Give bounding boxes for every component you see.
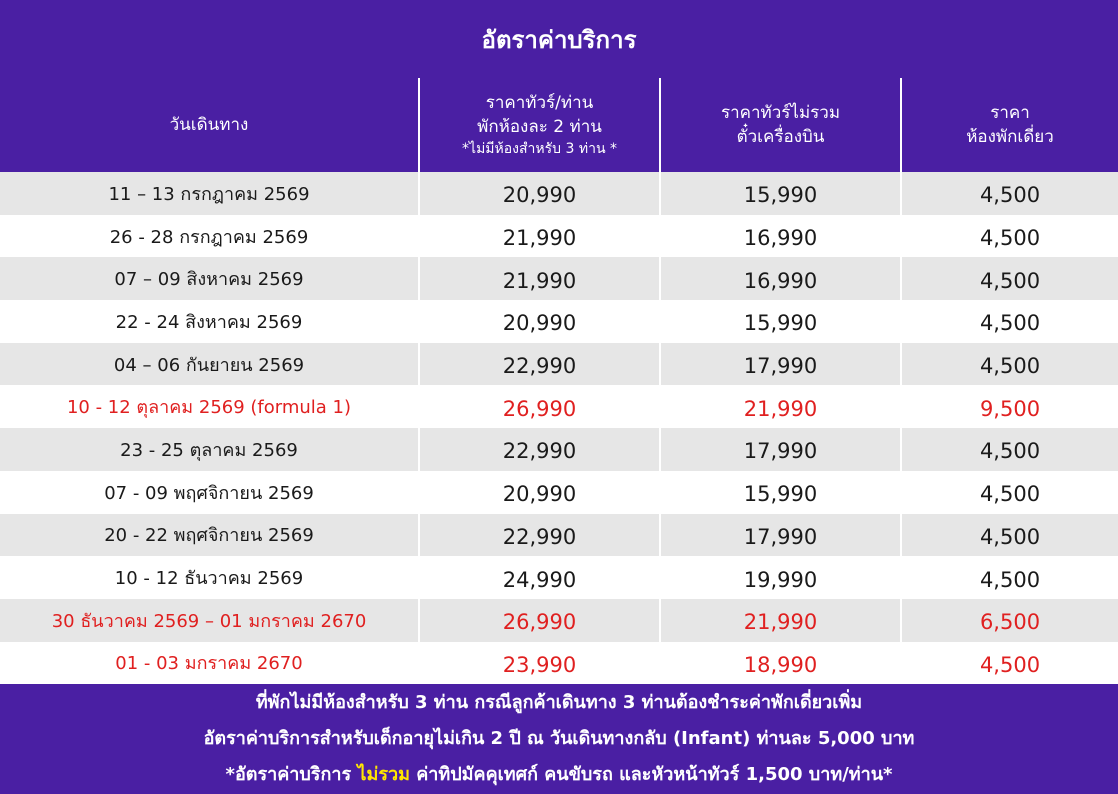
table-row (0, 514, 1118, 557)
cell-single-room-price: 4,500 (979, 311, 1041, 336)
cell-date: 10 - 12 ธันวาคม 2569 (0, 556, 420, 599)
cell-single-room-price: 4,500 (979, 439, 1041, 464)
cell-tour-price: 24,990 (420, 556, 661, 599)
table-row (0, 556, 1118, 599)
header-tour-price-note: *ไม่มีห้องสำหรับ 3 ท่าน * (462, 141, 617, 157)
table-row (0, 172, 1118, 215)
header-tour-price-line1: ราคาทัวร์/ท่าน (485, 93, 594, 113)
cell-date: 01 - 03 มกราคม 2670 (0, 642, 420, 685)
cell-no-ticket-price: 19,990 (661, 556, 902, 599)
footer-note-line2: อัตราค่าบริการสำหรับเด็กอายุไม่เกิน 2 ปี ณ วันเดินทางกลับ (Infant) ท่านละ 5,000 บาท (203, 728, 915, 749)
cell-single-room-price: 4,500 (979, 652, 1041, 677)
cell-single-room-price: 4,500 (979, 482, 1041, 507)
cell-tour-price: 26,990 (420, 599, 661, 642)
cell-tour-price: 20,990 (420, 300, 661, 343)
table-row (0, 300, 1118, 343)
cell-no-ticket-price: 18,990 (661, 642, 902, 685)
cell-date: 07 - 09 พฤศจิกายน 2569 (0, 471, 420, 514)
header-no-ticket (661, 78, 902, 172)
cell-tour-price: 23,990 (420, 642, 661, 685)
cell-single-room-price: 4,500 (979, 524, 1041, 549)
table-row (0, 215, 1118, 258)
footer-note-line1: ที่พักไม่มีห้องสำหรับ 3 ท่าน กรณีลูกค้าเดินทาง 3 ท่านต้องชำระค่าพักเดี่ยวเพิ่ม (255, 692, 863, 713)
header-date-label: วันเดินทาง (169, 115, 249, 135)
cell-single-room-price: 6,500 (979, 610, 1041, 635)
cell-date: 07 – 09 สิงหาคม 2569 (0, 257, 420, 300)
header-no-ticket-line2: ตั๋วเครื่องบิน (736, 127, 825, 147)
header-single-room (902, 78, 1118, 172)
price-table-body (0, 172, 1118, 684)
footer-note-not-included: ไม่รวม (357, 764, 410, 785)
table-row (0, 343, 1118, 386)
cell-tour-price: 22,990 (420, 428, 661, 471)
cell-single-room-price: 9,500 (979, 396, 1041, 421)
cell-date: 20 - 22 พฤศจิกายน 2569 (0, 514, 420, 557)
cell-no-ticket-price: 16,990 (661, 257, 902, 300)
cell-tour-price: 21,990 (420, 257, 661, 300)
cell-single-room-price: 4,500 (979, 183, 1041, 208)
table-row (0, 599, 1118, 642)
cell-tour-price: 20,990 (420, 172, 661, 215)
cell-date: 10 - 12 ตุลาคม 2569 (formula 1) (0, 385, 420, 428)
footer-note-line3-prefix: *อัตราค่าบริการ (225, 764, 358, 785)
cell-no-ticket-price: 17,990 (661, 343, 902, 386)
table-footer-notes (0, 684, 1118, 794)
cell-date: 30 ธันวาคม 2569 – 01 มกราคม 2670 (0, 599, 420, 642)
cell-single-room-price: 4,500 (979, 567, 1041, 592)
cell-no-ticket-price: 15,990 (661, 300, 902, 343)
table-row (0, 257, 1118, 300)
cell-date: 11 – 13 กรกฎาคม 2569 (0, 172, 420, 215)
cell-date: 26 - 28 กรกฎาคม 2569 (0, 215, 420, 258)
cell-tour-price: 21,990 (420, 215, 661, 258)
table-title: อัตราค่าบริการ (0, 0, 1118, 78)
header-single-line1: ราคา (990, 103, 1030, 123)
header-tour-price (420, 78, 661, 172)
cell-date: 04 – 06 กันยายน 2569 (0, 343, 420, 386)
footer-note-line3-suffix: ค่าทิปมัคคุเทศก์ คนขับรถ และหัวหน้าทัวร์ 1,500 บาท/ท่าน* (409, 764, 893, 785)
cell-tour-price: 20,990 (420, 471, 661, 514)
cell-date: 23 - 25 ตุลาคม 2569 (0, 428, 420, 471)
table-row (0, 471, 1118, 514)
header-no-ticket-line1: ราคาทัวร์ไม่รวม (720, 103, 841, 123)
cell-no-ticket-price: 17,990 (661, 514, 902, 557)
table-header (0, 78, 1118, 172)
cell-single-room-price: 4,500 (979, 226, 1041, 251)
cell-no-ticket-price: 16,990 (661, 215, 902, 258)
footer-note-line3 (226, 757, 893, 793)
table-row (0, 642, 1118, 685)
cell-single-room-price: 4,500 (979, 354, 1041, 379)
cell-no-ticket-price: 15,990 (661, 172, 902, 215)
cell-single-room-price: 4,500 (979, 268, 1041, 293)
cell-tour-price: 22,990 (420, 343, 661, 386)
header-date (0, 78, 420, 172)
table-row (0, 385, 1118, 428)
cell-tour-price: 22,990 (420, 514, 661, 557)
header-tour-price-line2: พักห้องละ 2 ท่าน (477, 117, 602, 137)
cell-no-ticket-price: 21,990 (661, 599, 902, 642)
cell-tour-price: 26,990 (420, 385, 661, 428)
cell-no-ticket-price: 21,990 (661, 385, 902, 428)
header-single-line2: ห้องพักเดี่ยว (966, 127, 1054, 147)
table-row (0, 428, 1118, 471)
cell-no-ticket-price: 17,990 (661, 428, 902, 471)
cell-date: 22 - 24 สิงหาคม 2569 (0, 300, 420, 343)
cell-no-ticket-price: 15,990 (661, 471, 902, 514)
